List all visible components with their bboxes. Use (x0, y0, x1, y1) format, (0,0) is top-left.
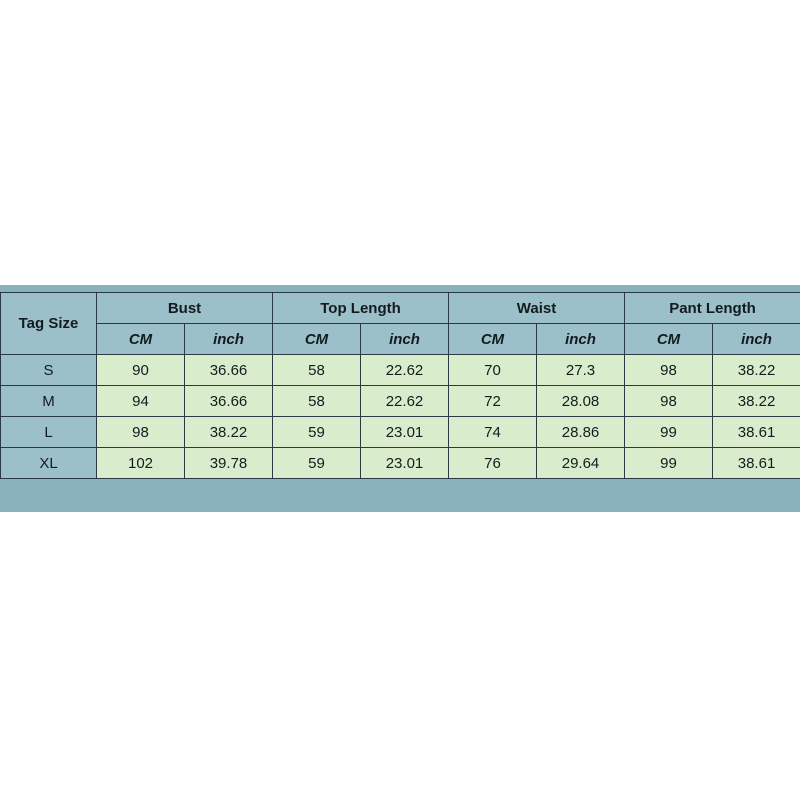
header-group-top-length: Top Length (273, 293, 449, 324)
cell-bust-cm: 98 (97, 417, 185, 448)
header-unit-bust-cm: CM (97, 324, 185, 355)
table-header-units-row (1, 324, 800, 355)
cell-bust-cm: 102 (97, 448, 185, 479)
cell-size: M (1, 386, 97, 417)
cell-size: L (1, 417, 97, 448)
cell-top-inch: 23.01 (361, 417, 449, 448)
cell-pant-inch: 38.61 (713, 417, 800, 448)
header-unit-waist-cm: CM (449, 324, 537, 355)
header-unit-pant-cm: CM (625, 324, 713, 355)
table-row (1, 386, 800, 417)
cell-pant-inch: 38.22 (713, 386, 800, 417)
header-unit-top-inch: inch (361, 324, 449, 355)
header-group-bust: Bust (97, 293, 273, 324)
table-header-groups-row (1, 293, 800, 324)
cell-size: XL (1, 448, 97, 479)
cell-top-cm: 58 (273, 386, 361, 417)
table-row (1, 355, 800, 386)
header-group-pant-length: Pant Length (625, 293, 800, 324)
cell-pant-cm: 99 (625, 448, 713, 479)
cell-bust-cm: 94 (97, 386, 185, 417)
cell-waist-cm: 70 (449, 355, 537, 386)
cell-top-inch: 22.62 (361, 386, 449, 417)
header-unit-waist-inch: inch (537, 324, 625, 355)
cell-bust-inch: 36.66 (185, 386, 273, 417)
header-unit-bust-inch: inch (185, 324, 273, 355)
cell-top-cm: 58 (273, 355, 361, 386)
cell-pant-cm: 99 (625, 417, 713, 448)
header-tag-size: Tag Size (1, 293, 97, 355)
cell-top-cm: 59 (273, 417, 361, 448)
cell-pant-inch: 38.61 (713, 448, 800, 479)
cell-waist-inch: 28.86 (537, 417, 625, 448)
cell-pant-inch: 38.22 (713, 355, 800, 386)
cell-waist-inch: 28.08 (537, 386, 625, 417)
cell-bust-inch: 39.78 (185, 448, 273, 479)
size-chart-table-container (0, 292, 800, 479)
cell-size: S (1, 355, 97, 386)
table-banner-footer-strip (0, 502, 800, 512)
cell-waist-inch: 27.3 (537, 355, 625, 386)
header-group-waist: Waist (449, 293, 625, 324)
cell-bust-inch: 36.66 (185, 355, 273, 386)
table-body (1, 355, 800, 479)
cell-top-inch: 22.62 (361, 355, 449, 386)
cell-pant-cm: 98 (625, 386, 713, 417)
cell-waist-cm: 74 (449, 417, 537, 448)
cell-bust-cm: 90 (97, 355, 185, 386)
cell-waist-inch: 29.64 (537, 448, 625, 479)
cell-top-inch: 23.01 (361, 448, 449, 479)
table-head (1, 293, 800, 355)
cell-top-cm: 59 (273, 448, 361, 479)
cell-bust-inch: 38.22 (185, 417, 273, 448)
cell-pant-cm: 98 (625, 355, 713, 386)
cell-waist-cm: 72 (449, 386, 537, 417)
header-unit-pant-inch: inch (713, 324, 800, 355)
header-unit-top-cm: CM (273, 324, 361, 355)
size-chart-table (0, 292, 800, 479)
table-row (1, 417, 800, 448)
cell-waist-cm: 76 (449, 448, 537, 479)
table-row (1, 448, 800, 479)
